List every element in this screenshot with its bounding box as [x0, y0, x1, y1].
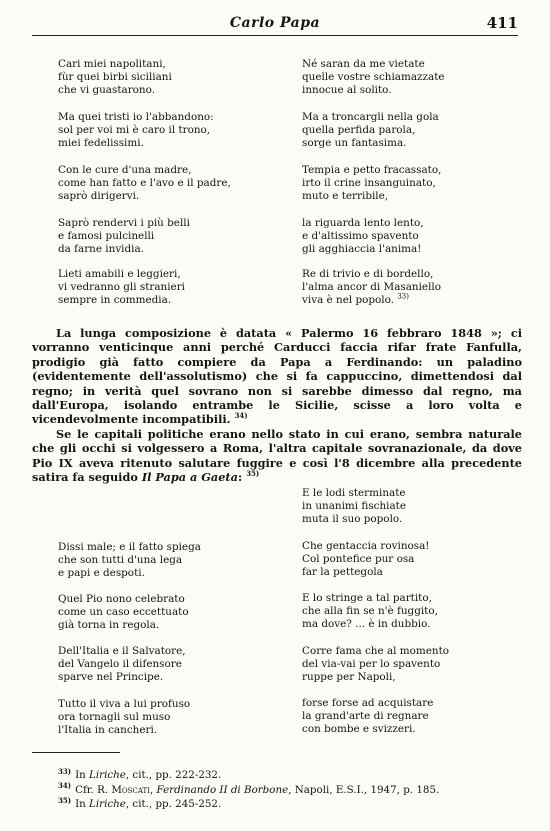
verse-line	[302, 294, 441, 307]
verse-line: Dissi male; e il fatto spiega	[58, 541, 201, 553]
page-number: 411	[486, 14, 518, 32]
verse-line: Col pontefice pur osa	[302, 553, 415, 565]
verse-line: Tutto il viva a lui profuso	[58, 698, 191, 710]
verse-line: Dell'Italia e il Salvatore,	[58, 645, 186, 657]
verse-line: saprò dirigervi.	[58, 190, 140, 202]
verse-stanza	[58, 645, 186, 684]
footnote-text: , cit., pp. 245-252.	[125, 798, 222, 810]
verse-line: come un caso eccettuato	[58, 606, 189, 618]
verse-stanza	[302, 540, 429, 579]
poem-title: Il Papa a Gaeta	[141, 470, 238, 485]
verse-stanza	[302, 592, 438, 631]
verse-line: Ma quei tristi io l'abbandono:	[58, 111, 214, 123]
verse-stanza	[58, 593, 189, 632]
verse-line: Lieti amabili e leggieri,	[58, 268, 181, 280]
page-header	[0, 0, 550, 42]
verse-line: Quel Pio nono celebrato	[58, 593, 185, 605]
verse-line: da farne invidia.	[58, 243, 144, 255]
verse-line: del via-vai per lo spavento	[302, 658, 441, 670]
verse-line: E le lodi sterminate	[302, 487, 406, 499]
verse-line: muto e terribile,	[302, 190, 389, 202]
verse-stanza	[302, 217, 424, 256]
verse-line: come han fatto e l'avo e il padre,	[58, 177, 231, 189]
paragraph-text: La lunga composizione è datata « Palermo 16 febbraro 1848 »; ci vorranno venticinque anni perché Carducci faccia rifar frate Fanfulla, prodigio già fatto compiere da Papa a Ferdinando: un paladino (evidentemente dell'assolutismo) che si fa cappuccino, dimettendosi dal regno; in verità quel sovrano non si sarebbe dimesso dal regno, ma dall'Europa, isolando entrambe le Sicilie, scisse a loro volta e vicendevolmente incompatibili.	[32, 326, 522, 427]
verse-stanza	[302, 487, 406, 526]
verse-line: Corre fama che al momento	[302, 645, 450, 657]
verse-line: Che gentaccia rovinosa!	[302, 540, 430, 552]
paragraph-text: Se le capitali politiche erano nello stato in cui erano, sembra naturale che gli occhi si volgessero a Roma, l'altra capitale sovranazionale, da dove Pio IX aveva ritenuto salutare fuggire e così l'8 dicembre alla precedente satira fa seguido	[32, 426, 522, 485]
verse-line: l'alma ancor di Masaniello	[302, 281, 441, 293]
verse-line: Con le cure d'una madre,	[58, 164, 192, 176]
footnote-number: 34)	[58, 781, 72, 791]
verse-line: innocue al solito.	[302, 84, 392, 96]
running-title: Carlo Papa	[229, 15, 321, 31]
footnote-text: In	[75, 769, 90, 781]
verse-stanza	[58, 698, 190, 737]
verse-stanza	[302, 111, 439, 150]
verse-line: Cari miei napolitani,	[58, 58, 166, 70]
verse-line: sparve nel Principe.	[58, 671, 164, 683]
verse-line: l'Italia in cancheri.	[58, 724, 158, 736]
verse-line: far la pettegola	[302, 566, 383, 578]
footnote-rule	[32, 752, 120, 753]
verse-line: miei fedelissimi.	[58, 137, 144, 149]
verse-line: la riguarda lento lento,	[302, 217, 424, 229]
header-rule	[32, 35, 518, 36]
verse-line: ma dove? ... è in dubbio.	[302, 618, 431, 630]
verse-line: ora tornagli sul muso	[58, 711, 171, 723]
prose-body	[32, 326, 522, 484]
verse-line: gli agghiaccia l'anima!	[302, 243, 422, 255]
verse-line: e famosi pulcinelli	[58, 230, 155, 242]
verse-stanza	[58, 268, 185, 307]
verse-stanza	[58, 217, 190, 256]
verse-line: in unanimi fischiate	[302, 500, 407, 512]
paragraph	[32, 326, 522, 427]
verse-stanza	[302, 58, 445, 97]
verse-line: E lo stringe a tal partito,	[302, 592, 432, 604]
footnote-reference: 33)	[397, 292, 409, 301]
verse-line: che alla fin se n'è fuggito,	[302, 605, 438, 617]
punctuation: :	[237, 470, 243, 485]
footnote	[58, 783, 439, 798]
verse-line: la grand'arte di regnare	[302, 710, 429, 722]
footnotes	[58, 768, 439, 812]
verse-stanza	[58, 164, 231, 203]
footnote-reference: 34)	[234, 411, 248, 421]
footnote-work-title: Liriche	[89, 769, 126, 781]
verse-line: e papi e despoti.	[58, 567, 145, 579]
verse-line: quelle vostre schiamazzate	[302, 71, 445, 83]
verse-line: fùr quei birbi siciliani	[58, 71, 172, 83]
footnote-text: Cfr. R.	[75, 783, 112, 796]
verse-stanza	[58, 58, 172, 97]
verse-line-text: viva è nel popolo.	[302, 294, 394, 306]
verse-stanza	[58, 111, 214, 150]
footnote-text: ,	[149, 783, 157, 796]
verse-line: Né saran da me vietate	[302, 58, 425, 70]
verse-line: che son tutti d'una lega	[58, 554, 183, 566]
verse-line: Re di trivio e di bordello,	[302, 268, 434, 280]
verse-line: del Vangelo il difensore	[58, 658, 182, 670]
footnote	[58, 797, 439, 812]
paragraph	[32, 427, 522, 485]
verse-line: forse forse ad acquistare	[302, 697, 434, 709]
verse-line: irto il crine insanguinato,	[302, 177, 436, 189]
verse-stanza	[302, 164, 441, 203]
verse-line: quella perfida parola,	[302, 124, 416, 136]
verse-line: Saprò rendervi i più belli	[58, 217, 190, 229]
verse-line: vi vedranno gli stranieri	[58, 281, 185, 293]
verse-line: ruppe per Napoli,	[302, 671, 396, 683]
verse-line: che vi guastarono.	[58, 84, 155, 96]
footnote-number: 35)	[58, 795, 72, 805]
footnote-author: Moscati	[111, 783, 150, 796]
verse-line: muta il suo popolo.	[302, 513, 403, 525]
footnote	[58, 768, 439, 783]
verse-line: Tempia e petto fracassato,	[302, 164, 442, 176]
verse-stanza	[302, 268, 441, 307]
verse-line: sorge un fantasima.	[302, 137, 407, 149]
verse-line: Ma a troncargli nella gola	[302, 111, 439, 123]
verse-stanza	[302, 645, 449, 684]
footnote-number: 33)	[58, 766, 72, 776]
footnote-text: , cit., pp. 222-232.	[125, 769, 222, 781]
verse-stanza	[58, 541, 201, 580]
verse-line: sol per voi mi è caro il trono,	[58, 124, 211, 136]
footnote-work-title: Liriche	[89, 798, 126, 810]
footnote-work-title: Ferdinando II di Borbone	[156, 783, 289, 796]
verse-line: e d'altissimo spavento	[302, 230, 419, 242]
footnote-reference: 35)	[246, 469, 260, 479]
footnote-text: , Napoli, E.S.I., 1947, p. 185.	[288, 783, 440, 796]
verse-line: già torna in regola.	[58, 619, 160, 631]
footnote-text: In	[75, 798, 90, 810]
verse-stanza	[302, 697, 433, 736]
verse-line: con bombe e svizzeri.	[302, 723, 416, 735]
verse-line: sempre in commedia.	[58, 294, 172, 306]
